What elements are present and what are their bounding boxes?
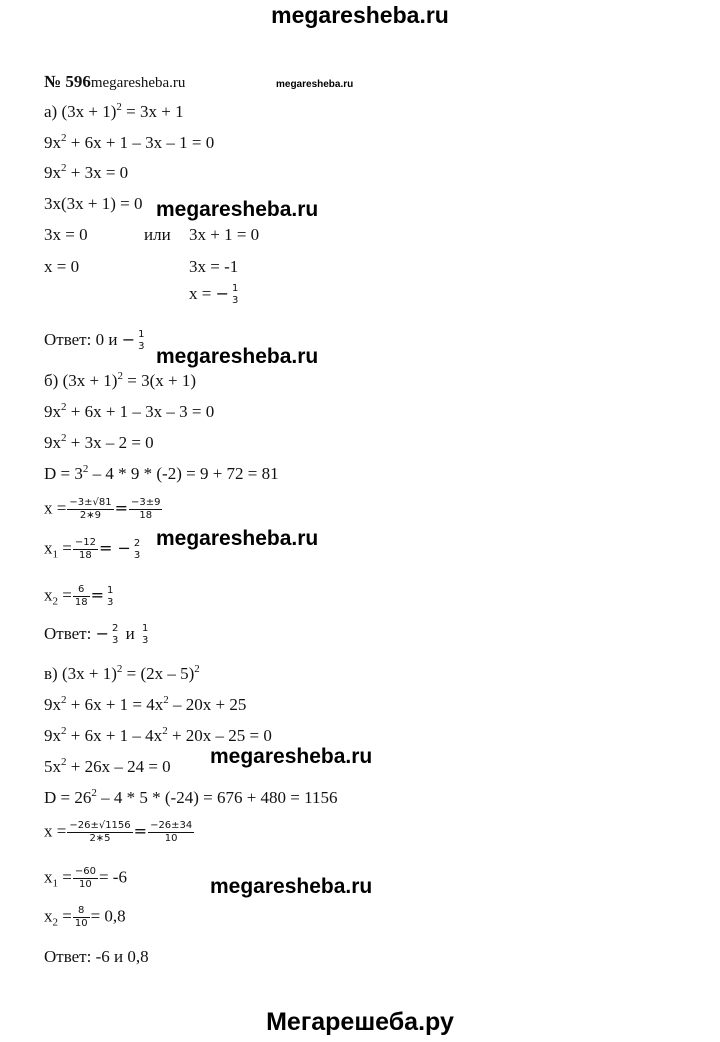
fraction [230, 283, 240, 307]
equals-sign: = [114, 498, 128, 518]
part-b-line-3 [44, 433, 154, 453]
expr: D = 3 [44, 464, 83, 483]
numerator: 1 [232, 283, 239, 294]
minus-sign: − [121, 329, 136, 349]
expr: (3x + 1) [61, 102, 117, 121]
expr: x [44, 585, 53, 605]
exponent: 2 [117, 370, 123, 382]
expr: = -6 [98, 867, 127, 887]
site-header: megaresheba.ru [271, 2, 449, 28]
expr: + 6x + 1 – 3x – 1 = 0 [66, 133, 215, 152]
numerator: −60 [74, 866, 96, 877]
expr: + 3x – 2 = 0 [66, 433, 154, 452]
numerator: 6 [73, 584, 90, 597]
numerator: 8 [73, 905, 90, 918]
expr: D = 26 [44, 788, 92, 807]
exponent: 2 [61, 694, 67, 706]
watermark: megaresheba.ru [156, 198, 319, 221]
minus-sign: − [95, 623, 109, 643]
denominator: 2∗5 [89, 833, 111, 844]
denominator: 18 [79, 550, 92, 561]
part-c-discriminant [44, 788, 338, 808]
subscript: 1 [52, 548, 58, 561]
part-c-line-2 [44, 695, 246, 715]
expr: + 20x – 25 = 0 [167, 726, 272, 745]
part-c-roots-formula [44, 820, 195, 845]
numerator: 2 [133, 537, 141, 549]
expr: (3x + 1) [61, 664, 117, 683]
part-b-line-2 [44, 402, 214, 422]
exponent: 2 [61, 401, 67, 413]
exponent: 2 [162, 725, 168, 737]
expr: – 20x + 25 [168, 695, 247, 714]
part-b-discriminant [44, 464, 279, 484]
fraction [129, 497, 162, 522]
fraction [67, 820, 132, 845]
answer-text: Ответ: 0 и [44, 329, 122, 349]
part-c-line-3 [44, 726, 272, 746]
fraction [136, 329, 146, 353]
expr: 9x [44, 695, 61, 714]
part-a-line-6-right: 3x = -1 [189, 257, 239, 276]
expr: 5x [44, 757, 61, 776]
subscript: 2 [52, 916, 58, 929]
exponent: 2 [116, 101, 122, 113]
answer-text: и [121, 623, 139, 643]
equals-sign: = [133, 821, 148, 841]
part-a-line-5-left: 3x = 0 [44, 225, 88, 244]
part-a-equation [44, 102, 184, 122]
denominator: 3 [106, 596, 114, 608]
problem-number: № 596 [44, 72, 91, 91]
expr: = − [98, 538, 131, 558]
fraction [148, 820, 194, 845]
denominator: 18 [139, 510, 153, 521]
exponent: 2 [163, 694, 169, 706]
expr: 9x [44, 433, 61, 452]
denominator: 3 [138, 341, 145, 352]
part-c-answer: Ответ: -6 и 0,8 [44, 947, 149, 966]
denominator: 3 [133, 549, 141, 561]
denominator: 3 [141, 635, 149, 646]
denominator: 10 [164, 833, 178, 844]
part-b-x2 [44, 584, 116, 609]
expr: x [44, 906, 53, 926]
expr: = 3x + 1 [121, 102, 184, 121]
expr: = (2x – 5) [122, 664, 195, 683]
subscript: 1 [52, 877, 58, 890]
numerator: −26±34 [150, 820, 193, 831]
exponent: 2 [116, 663, 123, 675]
expr: = [58, 585, 72, 605]
subscript: 2 [52, 595, 58, 608]
part-c-line-4 [44, 757, 171, 777]
watermark-inline: megaresheba.ru [90, 75, 186, 91]
numerator: −12 [74, 537, 96, 548]
expr: x = [189, 283, 216, 303]
part-b-equation [44, 371, 196, 391]
expr: + 6x + 1 = 4x [66, 695, 164, 714]
part-a-answer [44, 329, 147, 353]
expr: = 3(x + 1) [122, 371, 196, 390]
expr: x = [44, 821, 67, 841]
numerator: 1 [106, 584, 114, 596]
exponent: 2 [82, 463, 89, 475]
numerator: −26±√1156 [69, 820, 131, 831]
part-b-x1 [44, 537, 143, 562]
watermark: megaresheba.ru [156, 527, 319, 550]
fraction [73, 537, 98, 562]
denominator: 2∗9 [79, 510, 101, 521]
part-a-line-2 [44, 133, 214, 153]
expr: + 6x + 1 – 3x – 3 = 0 [66, 402, 215, 421]
expr: 9x [44, 402, 61, 421]
numerator: 2 [112, 623, 119, 634]
part-a-line-5-right: 3x + 1 = 0 [189, 225, 260, 244]
exponent: 2 [61, 162, 67, 174]
equals-sign: = [90, 585, 104, 605]
expr: = 0,8 [90, 906, 126, 926]
expr: x = [44, 498, 67, 518]
fraction [73, 905, 90, 930]
expr: = [58, 867, 72, 887]
denominator: 10 [74, 918, 88, 929]
fraction [105, 585, 115, 609]
expr: x [44, 538, 53, 558]
fraction [110, 623, 120, 647]
expr: 9x [44, 133, 61, 152]
part-label: в) [44, 664, 58, 683]
denominator: 3 [112, 635, 119, 646]
part-c-x2 [44, 905, 126, 930]
answer-text: Ответ: [44, 623, 96, 643]
part-a-line-7 [189, 283, 241, 307]
fraction [140, 623, 150, 647]
expr: + 26x – 24 = 0 [66, 757, 171, 776]
numerator: 1 [141, 623, 149, 634]
watermark: megaresheba.ru [210, 875, 373, 898]
minus-sign: − [215, 283, 229, 303]
fraction [73, 866, 98, 891]
watermark-small: megaresheba.ru [276, 79, 354, 90]
part-b-roots-formula [44, 497, 163, 522]
exponent: 2 [91, 787, 97, 799]
part-label: б) [44, 371, 59, 390]
expr: 9x [44, 726, 61, 745]
part-a-line-4: 3x(3x + 1) = 0 [44, 194, 143, 213]
part-label: а) [44, 102, 58, 121]
problem-number-line [44, 72, 185, 92]
fraction [132, 538, 142, 562]
expr: + 6x + 1 – 4x [66, 726, 163, 745]
part-c-equation [44, 664, 200, 684]
watermark: megaresheba.ru [210, 745, 373, 768]
part-a-line-3 [44, 163, 128, 183]
denominator: 3 [232, 295, 239, 306]
expr: 9x [44, 163, 61, 182]
exponent: 2 [61, 725, 67, 737]
expr: – 4 * 5 * (-24) = 676 + 480 = 1156 [96, 788, 338, 807]
fraction [73, 584, 90, 609]
expr: = [58, 538, 72, 558]
part-a-or: или [144, 225, 171, 244]
fraction [67, 497, 113, 522]
expr: x [44, 867, 53, 887]
exponent: 2 [61, 432, 67, 444]
denominator: 10 [79, 879, 92, 890]
exponent: 2 [194, 663, 200, 675]
exponent: 2 [61, 132, 67, 144]
expr: – 4 * 9 * (-2) = 9 + 72 = 81 [88, 464, 279, 483]
exponent: 2 [61, 756, 67, 768]
expr: + 3x = 0 [66, 163, 129, 182]
numerator: −3±9 [130, 497, 161, 508]
denominator: 18 [74, 597, 88, 608]
expr: = [58, 906, 72, 926]
part-c-x1 [44, 866, 127, 891]
site-footer: Мегарешеба.ру [266, 1008, 454, 1036]
numerator: 1 [138, 329, 145, 340]
part-a-line-6-left: x = 0 [44, 257, 80, 276]
expr: (3x + 1) [62, 371, 118, 390]
watermark: megaresheba.ru [156, 345, 319, 368]
numerator: −3±√81 [69, 497, 112, 508]
part-b-answer [44, 623, 151, 647]
